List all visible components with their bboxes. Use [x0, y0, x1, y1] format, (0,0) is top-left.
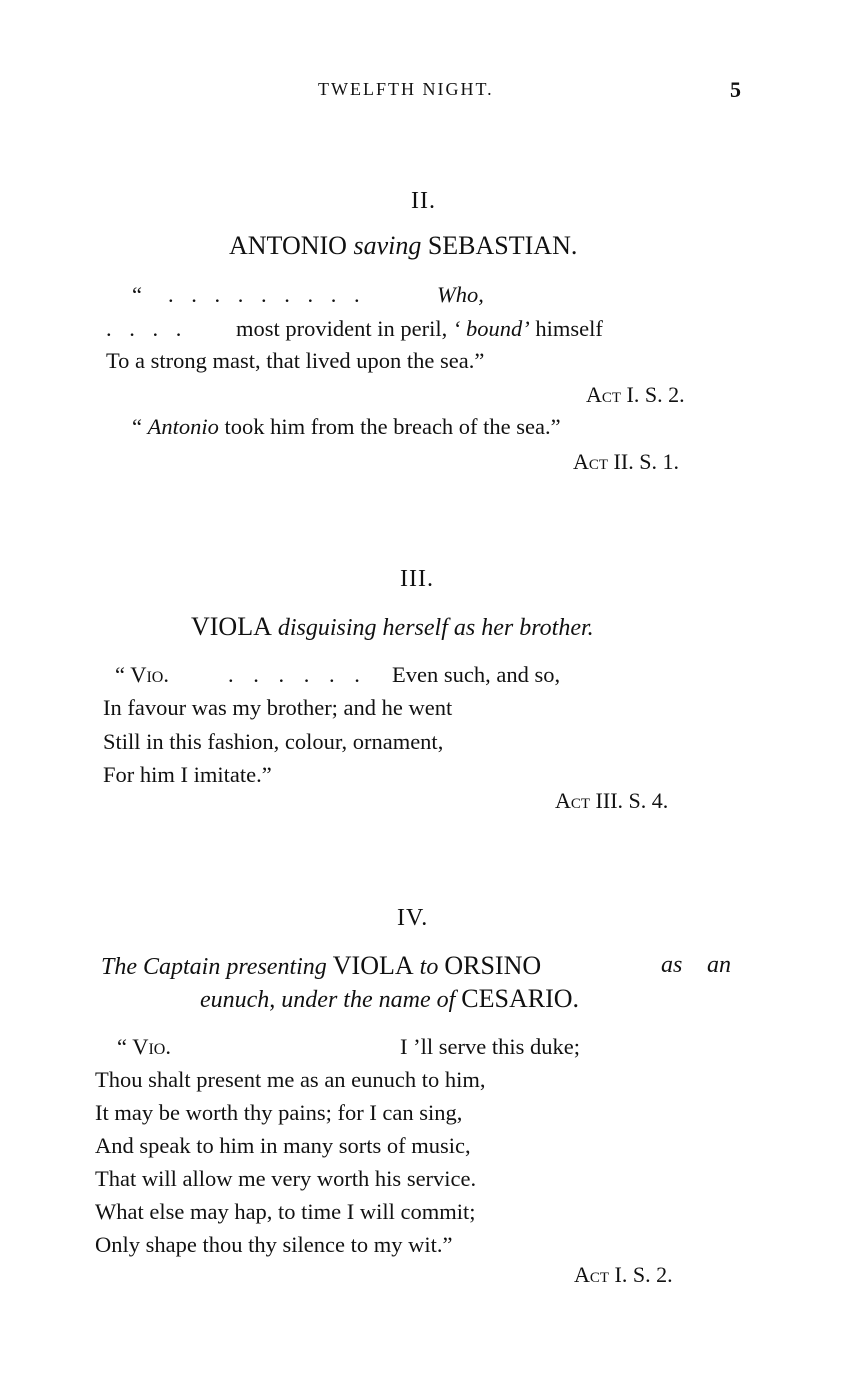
title-name: ANTONIO — [229, 231, 347, 260]
quote-open: “ — [132, 414, 142, 439]
title-verb: saving — [353, 231, 422, 260]
title-word: an — [707, 952, 731, 978]
verse-word: Who, — [437, 282, 484, 307]
title-name: CESARIO. — [461, 984, 580, 1013]
verse-line: To a strong mast, that lived upon the sea.” — [106, 348, 485, 373]
title-name: SEBASTIAN. — [427, 231, 578, 260]
verse-line — [236, 318, 603, 341]
verse-line: Even such, and so, — [392, 662, 561, 687]
verse-line: I ’ll serve this duke; — [400, 1034, 580, 1059]
page-number: 5 — [730, 77, 741, 102]
quote-open: “ — [132, 282, 142, 307]
title-description: eunuch, under the name of — [200, 987, 456, 1013]
verse-line: Still in this fashion, colour, ornament, — [103, 729, 444, 754]
act-scene-reference: Act II. S. 1. — [573, 449, 679, 474]
running-title: TWELFTH NIGHT. — [318, 79, 494, 99]
speaker-name: “ Vio. — [117, 1034, 171, 1059]
speaker-name: “ Vio. — [115, 662, 169, 687]
ellipsis-dots: . . . . . . . . . — [168, 282, 366, 307]
section-title — [101, 953, 737, 979]
verse-line: It may be worth thy pains; for I can sing, — [95, 1100, 463, 1125]
act-scene-reference: Act I. S. 2. — [574, 1262, 673, 1287]
verse-line — [132, 416, 561, 439]
verse-line: And speak to him in many sorts of music, — [95, 1133, 471, 1158]
title-name: VIOLA — [332, 951, 414, 980]
verse-line: In favour was my brother; and he went — [103, 695, 453, 720]
verse-line: Thou shalt present me as an eunuch to him, — [95, 1067, 486, 1092]
speaker-tag — [117, 1036, 171, 1059]
speaker-tag — [115, 664, 169, 687]
title-name: ORSINO — [444, 951, 542, 980]
title-description: disguising herself as her brother. — [277, 615, 594, 641]
verse-line: What else may hap, to time I will commit; — [95, 1199, 476, 1224]
section-title — [191, 614, 594, 640]
ellipsis-dots: . . . . — [106, 316, 188, 341]
section-numeral: IV. — [397, 905, 429, 931]
verse-segment: most provident in peril, — [236, 316, 448, 341]
title-word: as — [661, 952, 683, 978]
act-scene-reference: Act I. S. 2. — [586, 382, 685, 407]
section-title — [229, 233, 577, 259]
verse-emphasis: Antonio — [147, 414, 219, 439]
section-numeral: III. — [400, 566, 434, 592]
title-word: to — [419, 954, 439, 980]
verse-line: For him I imitate.” — [103, 762, 272, 787]
verse-line: That will allow me very worth his service. — [95, 1166, 477, 1191]
title-description: The Captain presenting — [101, 954, 327, 980]
verse-line: Only shape thou thy silence to my wit.” — [95, 1232, 453, 1257]
verse-segment: himself — [535, 316, 603, 341]
ellipsis-dots: . . . . . . — [228, 662, 367, 687]
section-numeral: II. — [411, 188, 436, 214]
act-scene-reference: Act III. S. 4. — [555, 788, 669, 813]
title-name: VIOLA — [191, 612, 272, 641]
section-title-cont — [200, 986, 579, 1012]
verse-segment: took him from the breach of the sea.” — [224, 414, 561, 439]
verse-emphasis: ‘ bound’ — [452, 316, 530, 341]
